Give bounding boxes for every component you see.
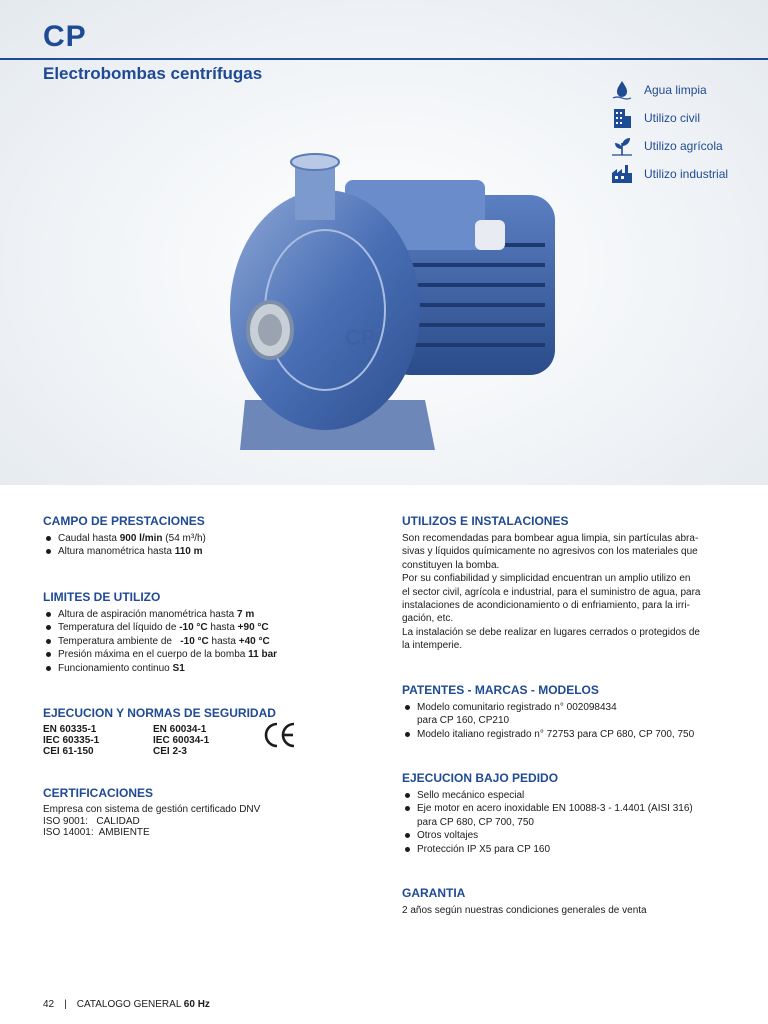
list-item: Temperatura ambiente de -10 °C hasta +40 °C (43, 635, 373, 648)
factory-icon (610, 163, 634, 185)
footer-separator: | (64, 999, 67, 1010)
list-item: Modelo italiano registrado n° 72753 para CP 680, CP 700, 750 (402, 728, 732, 741)
applications-list (610, 76, 728, 188)
section-title: CERTIFICACIONES (43, 786, 154, 800)
section-title: LIMITES DE UTILIZO (43, 590, 161, 604)
use-label: Utilizo industrial (644, 167, 729, 181)
list-item: Altura manométrica hasta 110 m (43, 545, 363, 558)
page-number: 42 (43, 999, 55, 1010)
product-series-title: CP (43, 20, 87, 53)
norm-code: EN 60335-1 (43, 724, 97, 735)
certificaciones-section (43, 786, 373, 839)
page-footer (43, 999, 210, 1010)
use-item-clean-water (610, 76, 728, 104)
list-item: Modelo comunitario registrado n° 002098434 para CP 160, CP210 (402, 701, 732, 728)
list-item: Presión máxima en el cuerpo de la bomba 11 bar (43, 648, 373, 661)
cert-line: Empresa con sistema de gestión certificado DNV (43, 804, 261, 815)
cert-line: ISO 9001: CALIDAD (43, 815, 140, 827)
catalog-label: CATALOGO GENERAL (76, 999, 184, 1010)
text-line: el sector civil, agrícola e industrial, para el suministro de agua, para (402, 586, 701, 598)
ce-mark-icon (263, 722, 297, 748)
water-drop-icon (610, 79, 634, 101)
header-rule (0, 58, 768, 60)
section-title: GARANTIA (402, 886, 466, 900)
list-item: Caudal hasta 900 l/min (54 m³/h) (43, 532, 363, 545)
limites-section (43, 590, 373, 675)
utilizos-section (402, 514, 732, 653)
list-item: Otros voltajes (402, 829, 732, 842)
text-line: Son recomendadas para bombear agua limpia, sin partículas abra- (402, 533, 699, 544)
pump-illustration (225, 150, 585, 460)
building-icon (610, 107, 634, 129)
campo-section (43, 514, 363, 559)
section-title: EJECUCION BAJO PEDIDO (402, 771, 559, 785)
plant-icon (610, 135, 634, 157)
garantia-text: 2 años según nuestras condiciones generales de venta (402, 905, 647, 916)
catalog-frequency: 60 Hz (183, 999, 210, 1010)
garantia-section (402, 886, 732, 917)
use-label: Utilizo civil (644, 111, 701, 125)
norms-grid (43, 724, 373, 757)
pedido-section (402, 771, 732, 856)
use-item-agricultural (610, 132, 728, 160)
norm-code: IEC 60034-1 (153, 735, 210, 746)
text-line: gación, etc. (402, 613, 454, 625)
use-label: Utilizo agrícola (644, 139, 723, 153)
product-subtitle: Electrobombas centrífugas (43, 64, 263, 83)
section-title: UTILIZOS E INSTALACIONES (402, 514, 569, 528)
list-item: Altura de aspiración manométrica hasta 7 m (43, 608, 373, 621)
ejecucion-section (43, 706, 373, 757)
svg-text:CP: CP (345, 325, 376, 350)
norm-code: IEC 60335-1 (43, 735, 100, 746)
text-line: instalaciones de acondicionamiento o di enfriamiento, para la irri- (402, 600, 690, 612)
list-item: Eje motor en acero inoxidable EN 10088-3 - 1.4401 (AISI 316) para CP 680, CP 700, 750 (402, 802, 732, 829)
use-item-civil (610, 104, 728, 132)
use-item-industrial (610, 160, 728, 188)
section-title: CAMPO DE PRESTACIONES (43, 514, 205, 528)
section-title: PATENTES - MARCAS - MODELOS (402, 683, 599, 697)
norm-code: EN 60034-1 (153, 724, 207, 735)
section-title: EJECUCION Y NORMAS DE SEGURIDAD (43, 706, 276, 720)
text-line: La instalación se debe realizar en lugares cerrados o protegidos de (402, 626, 700, 638)
list-item: Protección IP X5 para CP 160 (402, 843, 732, 856)
list-item: Sello mecánico especial (402, 789, 732, 802)
text-line: Por su confiabilidad y simplicidad encuentran un amplio utilizo en (402, 573, 691, 585)
cert-line: ISO 14001: AMBIENTE (43, 827, 150, 838)
norm-code: CEI 61-150 (43, 746, 94, 757)
text-line: constituyen la bomba. (402, 559, 500, 571)
norm-code: CEI 2-3 (153, 746, 187, 757)
use-label: Agua limpia (644, 83, 707, 97)
list-item: Temperatura del líquido de -10 °C hasta +90 °C (43, 621, 373, 634)
patentes-section (402, 683, 732, 741)
text-line: la intemperie. (402, 640, 463, 652)
text-line: sivas y líquidos químicamente no agresivos con los materiales que (402, 546, 698, 558)
list-item: Funcionamiento continuo S1 (43, 662, 373, 675)
